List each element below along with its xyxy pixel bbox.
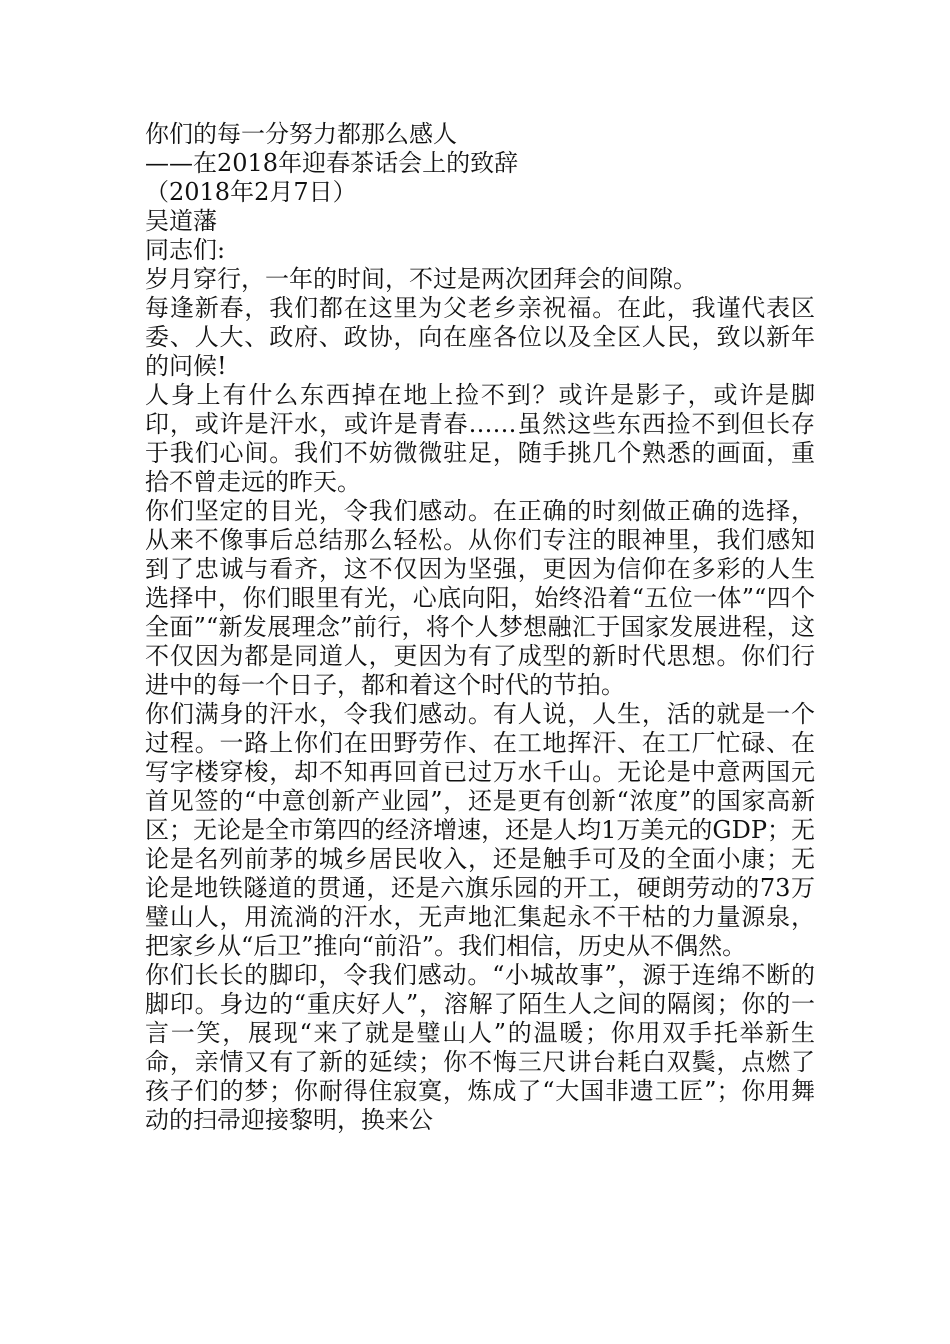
paragraph: 人身上有什么东西掉在地上捡不到？或许是影子，或许是脚印，或许是汗水，或许是青春……虽然这些东西捡不到但长存于我们心间。我们不妨微微驻足，随手挑几个熟悉的画面，重拾不曾走远的昨天。	[145, 381, 815, 496]
paragraph: 你们长长的脚印，令我们感动。“小城故事”，源于连绵不断的脚印。身边的“重庆好人”，溶解了陌生人之间的隔阂；你的一言一笑，展现“来了就是璧山人”的温暖；你用双手托举新生命，亲情又有了新的延续；你不悔三尺讲台耗白双鬓，点燃了孩子们的梦；你耐得住寂寞，炼成了“大国非遗工匠”；你用舞动的扫帚迎接黎明，换来公	[145, 961, 815, 1134]
document-page	[145, 120, 815, 1135]
document-title: 你们的每一分努力都那么感人	[145, 120, 457, 148]
document-author: 吴道藩	[145, 207, 217, 235]
document-greeting: 同志们:	[145, 236, 226, 264]
document-subtitle: ——在2018年迎春茶话会上的致辞	[145, 149, 519, 177]
document-date: （2018年2月7日）	[145, 178, 357, 206]
paragraph: 你们满身的汗水，令我们感动。有人说，人生，活的就是一个过程。一路上你们在田野劳作、在工地挥汗、在工厂忙碌、在写字楼穿梭，却不知再回首已过万水千山。无论是中意两国元首见签的“中意创新产业园”，还是更有创新“浓度”的国家高新区；无论是全市第四的经济增速，还是人均1万美元的GDP；无论是名列前茅的城乡居民收入，还是触手可及的全面小康；无论是地铁隧道的贯通，还是六旗乐园的开工，硬朗劳动的73万璧山人，用流淌的汗水，无声地汇集起永不干枯的力量源泉，把家乡从“后卫”推向“前沿”。我们相信，历史从不偶然。	[145, 700, 815, 960]
paragraph: 岁月穿行，一年的时间，不过是两次团拜会的间隙。	[145, 265, 697, 293]
paragraph: 每逢新春，我们都在这里为父老乡亲祝福。在此，我谨代表区委、人大、政府、政协，向在座各位以及全区人民，致以新年的问候!	[145, 294, 815, 380]
paragraph: 你们坚定的目光，令我们感动。在正确的时刻做正确的选择，从来不像事后总结那么轻松。从你们专注的眼神里，我们感知到了忠诚与看齐，这不仅因为坚强，更因为信仰在多彩的人生选择中，你们眼里有光，心底向阳，始终沿着“五位一体”“四个全面”“新发展理念”前行，将个人梦想融汇于国家发展进程，这不仅因为都是同道人，更因为有了成型的新时代思想。你们行进中的每一个日子，都和着这个时代的节拍。	[145, 497, 815, 699]
